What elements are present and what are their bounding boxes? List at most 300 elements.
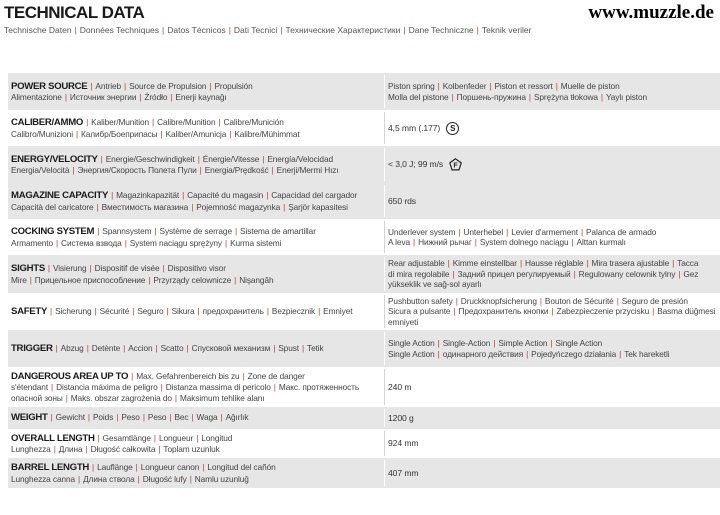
separator: | bbox=[29, 274, 32, 285]
spec-row bbox=[8, 367, 720, 407]
separator: | bbox=[678, 268, 681, 279]
spec-label bbox=[11, 73, 379, 110]
separator: | bbox=[273, 342, 276, 353]
separator: | bbox=[283, 201, 286, 212]
spec-value-text: Tacca bbox=[677, 258, 699, 269]
spec-value-line bbox=[388, 81, 718, 91]
separator: | bbox=[50, 305, 53, 316]
separator: | bbox=[489, 81, 492, 92]
spec-label-line bbox=[11, 343, 379, 354]
spec-translation: Waga bbox=[196, 412, 218, 423]
separator: | bbox=[111, 190, 114, 201]
spec-translation: Dispositif de visée bbox=[94, 263, 160, 274]
spec-translation: Maks. obszar zagrożenia do bbox=[70, 392, 172, 403]
spec-value-text bbox=[388, 122, 718, 135]
spec-label-line bbox=[11, 275, 379, 285]
spec-translation: Longueur canon bbox=[140, 462, 200, 473]
separator: | bbox=[139, 92, 142, 102]
spec-translation: Peso bbox=[147, 412, 167, 423]
spec-value-text: di mira regolabile bbox=[388, 268, 450, 279]
separator: | bbox=[86, 342, 89, 353]
separator: | bbox=[458, 226, 461, 237]
spec-translation: System naciągu sprężyny bbox=[129, 237, 222, 248]
spec-label-line bbox=[11, 165, 379, 175]
spec-translation: Energie/Geschwindigkeit bbox=[105, 153, 195, 164]
separator: | bbox=[493, 338, 496, 349]
column-divider bbox=[384, 431, 385, 456]
spec-label-line bbox=[11, 129, 379, 139]
spec-value-text: Basma düğmesi bbox=[657, 306, 716, 317]
separator: | bbox=[234, 274, 237, 285]
spec-translation: Toplam uzunluk bbox=[163, 444, 220, 454]
spec-row bbox=[8, 219, 720, 255]
spec-value bbox=[388, 146, 718, 183]
language-label: Technische Daten bbox=[4, 25, 72, 35]
separator: | bbox=[135, 462, 138, 473]
spec-row bbox=[8, 73, 720, 110]
spec-label-line bbox=[11, 154, 379, 165]
spec-value-text: одинарного действия bbox=[442, 348, 524, 359]
column-divider bbox=[384, 185, 385, 217]
spec-value-text: Tek hareketli bbox=[624, 348, 670, 359]
spec-value bbox=[388, 73, 718, 110]
spec-translation: Armamento bbox=[11, 237, 53, 248]
separator: | bbox=[455, 295, 458, 306]
spec-translation: Bezpiecznik bbox=[271, 305, 316, 316]
separator: | bbox=[196, 432, 199, 443]
separator: | bbox=[539, 295, 542, 306]
spec-translation: Dispositivo visor bbox=[167, 263, 226, 274]
spec-value-text: Sprężyna tłokowa bbox=[533, 91, 598, 102]
spec-value-text: Druckknopfsicherung bbox=[460, 295, 537, 306]
spec-key: SAFETY bbox=[11, 305, 48, 317]
spec-value-text: Seguro de presión bbox=[621, 295, 688, 306]
separator: | bbox=[209, 80, 212, 91]
spec-value-text: yükseklik ve sağ-sol ayarlı bbox=[388, 279, 482, 290]
spec-value-text bbox=[388, 438, 718, 448]
spec-translation: Calibre/Munición bbox=[223, 117, 284, 128]
spec-translation: Gewicht bbox=[55, 412, 85, 423]
spec-value bbox=[388, 367, 718, 407]
separator: | bbox=[191, 412, 194, 423]
separator: | bbox=[616, 295, 619, 306]
separator: | bbox=[476, 25, 479, 35]
spec-value bbox=[388, 255, 718, 293]
spec-translation: Capacité du magasin bbox=[187, 190, 264, 201]
spec-translation: s'étendant bbox=[11, 382, 49, 393]
spec-value-text: Предохранитель кнопки bbox=[458, 306, 549, 317]
caliber-s-badge-icon: S bbox=[446, 122, 459, 135]
separator: | bbox=[116, 412, 119, 423]
spec-table bbox=[8, 73, 720, 488]
separator: | bbox=[123, 342, 126, 353]
spec-translation: Alimentazione bbox=[11, 92, 62, 102]
spec-value-number: 4,5 mm (.177) bbox=[388, 122, 441, 133]
separator: | bbox=[199, 165, 202, 175]
separator: | bbox=[189, 473, 192, 484]
separator: | bbox=[229, 128, 232, 139]
column-divider bbox=[384, 369, 385, 405]
spec-translation: Calibro/Munizioni bbox=[11, 128, 73, 139]
spec-value bbox=[388, 219, 718, 255]
spec-key: COCKING SYSTEM bbox=[11, 226, 95, 238]
separator: | bbox=[160, 128, 163, 139]
column-divider bbox=[384, 409, 385, 427]
separator: | bbox=[148, 274, 151, 285]
spec-label-line bbox=[11, 371, 379, 382]
spec-value-line bbox=[388, 92, 718, 102]
spec-translation: Источник энергии bbox=[69, 92, 137, 102]
site-url[interactable]: www.muzzle.de bbox=[588, 2, 714, 23]
separator: | bbox=[74, 25, 77, 35]
separator: | bbox=[437, 348, 440, 359]
spec-value-line bbox=[388, 296, 718, 306]
spec-label bbox=[11, 407, 379, 429]
column-divider bbox=[384, 148, 385, 181]
spec-label-line bbox=[11, 202, 379, 212]
spec-translation: Lauflänge bbox=[97, 462, 133, 473]
spec-translation: Enerji/Mermi Hızı bbox=[276, 165, 339, 175]
separator: | bbox=[551, 306, 554, 317]
spec-value-line bbox=[388, 269, 718, 279]
separator: | bbox=[186, 342, 189, 353]
separator: | bbox=[519, 258, 522, 269]
spec-key: CALIBER/AMMO bbox=[11, 117, 84, 129]
separator: | bbox=[124, 80, 127, 91]
spec-value-text: Single-Action bbox=[442, 338, 491, 349]
spec-key: POWER SOURCE bbox=[11, 80, 88, 92]
separator: | bbox=[92, 462, 95, 473]
spec-label bbox=[11, 146, 379, 183]
spec-label bbox=[11, 429, 379, 458]
separator: | bbox=[50, 412, 53, 423]
separator: | bbox=[266, 190, 269, 201]
spec-translation: Abzug bbox=[60, 342, 84, 353]
spec-translation: Вместимость магазина bbox=[101, 201, 189, 212]
spec-value bbox=[388, 330, 718, 367]
separator: | bbox=[86, 117, 89, 128]
spec-label-line bbox=[11, 92, 379, 102]
separator: | bbox=[64, 92, 67, 102]
column-divider bbox=[384, 112, 385, 144]
spec-translation: Distanza massima di pericolo bbox=[165, 382, 271, 393]
separator: | bbox=[55, 237, 59, 248]
spec-label-line bbox=[11, 393, 379, 403]
spec-translation: Długość lufy bbox=[142, 473, 187, 484]
spec-value-text: Нижний рычаг bbox=[418, 237, 472, 247]
separator: | bbox=[672, 258, 675, 269]
separator: | bbox=[280, 25, 283, 35]
separator: | bbox=[72, 165, 75, 175]
spec-translation: Спусковой механизм bbox=[191, 342, 271, 353]
spec-translation: Система взвода bbox=[61, 237, 122, 248]
separator: | bbox=[162, 263, 165, 274]
separator: | bbox=[174, 392, 177, 403]
spec-row bbox=[8, 146, 720, 183]
spec-value-text: Задний прицел регулируемый bbox=[457, 268, 571, 279]
column-divider bbox=[384, 75, 385, 108]
separator: | bbox=[447, 258, 450, 269]
spec-value-number: 407 mm bbox=[388, 467, 419, 478]
separator: | bbox=[218, 117, 221, 128]
spec-translation: Pojemność magazynka bbox=[196, 201, 281, 212]
spec-value-text: Rear adjustable bbox=[388, 258, 445, 269]
spec-value-text: emniyeti bbox=[388, 316, 419, 327]
spec-translation: Magazinkapazität bbox=[116, 190, 180, 201]
separator: | bbox=[586, 258, 589, 269]
spec-label bbox=[11, 330, 379, 367]
spec-label-line bbox=[11, 382, 379, 392]
separator: | bbox=[51, 382, 54, 393]
separator: | bbox=[225, 237, 228, 248]
spec-translation: Прицельное приспособление bbox=[34, 274, 146, 285]
separator: | bbox=[474, 237, 477, 247]
separator: | bbox=[158, 444, 161, 454]
spec-label-line bbox=[11, 190, 379, 201]
separator: | bbox=[600, 91, 603, 102]
spec-label-line bbox=[11, 444, 379, 454]
spec-value-text: Simple Action bbox=[498, 338, 548, 349]
spec-translation: Max. Gefahrenbereich bis zu bbox=[136, 370, 240, 381]
spec-translation: Capacità del caricatore bbox=[11, 201, 94, 212]
separator: | bbox=[451, 91, 454, 102]
column-divider bbox=[384, 460, 385, 486]
separator: | bbox=[85, 444, 88, 454]
spec-label-line bbox=[11, 117, 379, 128]
separator: | bbox=[220, 412, 223, 423]
spec-value-number: 924 mm bbox=[388, 438, 419, 449]
header-title: TECHNICAL DATA bbox=[4, 3, 145, 22]
language-label: Teknik veriler bbox=[481, 25, 532, 35]
spec-value-text: Yaylı piston bbox=[605, 91, 648, 102]
spec-key: MAGAZINE CAPACITY bbox=[11, 190, 109, 202]
spec-value-text: Piston et ressort bbox=[494, 81, 553, 92]
separator: | bbox=[242, 370, 245, 381]
separator: | bbox=[131, 370, 134, 381]
spec-value bbox=[388, 110, 718, 146]
separator: | bbox=[124, 237, 127, 248]
spec-translation: Energía/Velocidad bbox=[267, 153, 333, 164]
spec-value bbox=[388, 293, 718, 330]
separator: | bbox=[228, 25, 231, 35]
spec-value-text: Hausse réglable bbox=[525, 258, 584, 269]
spec-label bbox=[11, 293, 379, 330]
spec-value-text: Поршень-пружина bbox=[456, 91, 526, 102]
spec-key: TRIGGER bbox=[11, 342, 53, 354]
separator: | bbox=[100, 153, 103, 164]
spec-translation: Калибр/Боеприпасы bbox=[81, 128, 158, 139]
spec-value-line bbox=[388, 338, 718, 348]
spec-translation: Tetik bbox=[307, 342, 324, 353]
spec-value-text: Sicura a pulsante bbox=[388, 306, 451, 317]
spec-label bbox=[11, 110, 379, 146]
spec-translation: Kalibre/Mühimmat bbox=[234, 128, 300, 139]
spec-translation: Длина ствола bbox=[83, 473, 135, 484]
separator: | bbox=[437, 81, 440, 92]
column-divider bbox=[384, 295, 385, 328]
spec-translation: Source de Propulsion bbox=[129, 80, 207, 91]
header-languages bbox=[4, 25, 716, 35]
separator: | bbox=[318, 305, 321, 316]
separator: | bbox=[155, 342, 158, 353]
separator: | bbox=[162, 25, 165, 35]
spec-label-line bbox=[11, 462, 379, 473]
spec-label bbox=[11, 219, 379, 255]
spec-translation: Kaliber/Munition bbox=[91, 117, 150, 128]
spec-label-line bbox=[11, 238, 379, 248]
spec-translation: Gesamtlänge bbox=[102, 432, 151, 443]
spec-key: WEIGHT bbox=[11, 412, 48, 424]
separator: | bbox=[90, 80, 93, 91]
spec-row bbox=[8, 458, 720, 488]
spec-key: BARREL LENGTH bbox=[11, 462, 90, 474]
spec-label bbox=[11, 255, 379, 293]
spec-value-line bbox=[388, 258, 718, 268]
spec-translation: Energia/Velocità bbox=[11, 165, 70, 175]
separator: | bbox=[197, 305, 200, 316]
spec-row bbox=[8, 255, 720, 293]
spec-value-text: Single Action bbox=[388, 348, 435, 359]
separator: | bbox=[273, 382, 276, 393]
spec-value-number: 240 m bbox=[388, 381, 412, 392]
spec-translation: Calibre/Munition bbox=[157, 117, 216, 128]
spec-value-number: 650 rds bbox=[388, 195, 416, 206]
separator: | bbox=[266, 305, 269, 316]
spec-translation: Spust bbox=[278, 342, 299, 353]
spec-translation: Zone de danger bbox=[247, 370, 305, 381]
separator: | bbox=[413, 237, 416, 247]
spec-translation: Enerji kaynağı bbox=[175, 92, 227, 102]
spec-value-text: Unterhebel bbox=[463, 226, 504, 237]
spec-translation: Énergie/Vitesse bbox=[202, 153, 260, 164]
separator: | bbox=[652, 306, 655, 317]
spec-translation: Emniyet bbox=[323, 305, 353, 316]
separator: | bbox=[96, 201, 99, 212]
spec-value-text: Gez bbox=[683, 268, 699, 279]
separator: | bbox=[170, 92, 173, 102]
spec-row bbox=[8, 183, 720, 219]
spec-translation: Namlu uzunluğ bbox=[194, 473, 249, 484]
spec-value-line bbox=[388, 279, 718, 289]
spec-translation: Seguro bbox=[137, 305, 164, 316]
spec-row bbox=[8, 293, 720, 330]
spec-translation: Kaliber/Amunicja bbox=[165, 128, 227, 139]
spec-translation: Spannsystem bbox=[102, 226, 152, 237]
separator: | bbox=[528, 91, 531, 102]
separator: | bbox=[97, 226, 100, 237]
separator: | bbox=[55, 342, 58, 353]
separator: | bbox=[550, 338, 553, 349]
separator: | bbox=[169, 412, 172, 423]
separator: | bbox=[197, 153, 200, 164]
separator: | bbox=[87, 412, 90, 423]
separator: | bbox=[94, 305, 97, 316]
spec-value-text: Molla del pistone bbox=[388, 91, 449, 102]
spec-value-number: 1200 g bbox=[388, 412, 414, 423]
separator: | bbox=[191, 201, 194, 212]
spec-translation: предохранитель bbox=[202, 305, 264, 316]
spec-translation: Вес bbox=[174, 412, 189, 423]
column-divider bbox=[384, 257, 385, 291]
separator: | bbox=[65, 392, 68, 403]
spec-value-text: System dolnego naciągu bbox=[479, 237, 569, 247]
separator: | bbox=[506, 226, 509, 237]
spec-key: OVERALL LENGTH bbox=[11, 432, 95, 444]
separator: | bbox=[453, 306, 456, 317]
spec-translation: Longitud bbox=[201, 432, 233, 443]
spec-label-line bbox=[11, 306, 379, 317]
spec-label bbox=[11, 458, 379, 488]
separator: | bbox=[555, 81, 558, 92]
spec-value-text: Kimme einstellbar bbox=[452, 258, 517, 269]
spec-label-line bbox=[11, 412, 379, 423]
spec-value-text: Single Action bbox=[555, 338, 603, 349]
spec-translation: Sikura bbox=[171, 305, 195, 316]
spec-translation: Energia/Prędkość bbox=[204, 165, 269, 175]
separator: | bbox=[89, 263, 92, 274]
spec-translation: Lunghezza canna bbox=[11, 473, 76, 484]
separator: | bbox=[137, 473, 140, 484]
separator: | bbox=[153, 432, 156, 443]
spec-value-text: Zabezpieczenie przycisku bbox=[556, 306, 650, 317]
spec-translation: Nişangâh bbox=[239, 274, 274, 285]
separator: | bbox=[202, 462, 205, 473]
separator: | bbox=[78, 473, 81, 484]
spec-value-line bbox=[388, 237, 718, 247]
separator: | bbox=[452, 268, 455, 279]
spec-translation: Peso bbox=[121, 412, 140, 423]
separator: | bbox=[571, 237, 574, 247]
language-label: Технические Характеристики bbox=[285, 25, 401, 35]
spec-translation: Capacidad del cargador bbox=[271, 190, 358, 201]
separator: | bbox=[234, 226, 238, 237]
column-divider bbox=[384, 332, 385, 365]
spec-translation: Scatto bbox=[160, 342, 184, 353]
spec-label bbox=[11, 367, 379, 407]
f-in-pentagon-icon bbox=[449, 158, 462, 171]
spec-translation: Длина bbox=[58, 444, 83, 454]
spec-value-text: Underlever system bbox=[388, 226, 456, 237]
spec-value-line bbox=[388, 317, 718, 327]
spec-translation: Poids bbox=[92, 412, 114, 423]
spec-translation: Distancia máxima de peligro bbox=[56, 382, 158, 393]
spec-key: ENERGY/VELOCITY bbox=[11, 153, 98, 165]
separator: | bbox=[132, 305, 135, 316]
spec-translation: Ağırlık bbox=[225, 412, 249, 423]
spec-translation: Propulsión bbox=[214, 80, 253, 91]
spec-value-number: < 3,0 J; 99 m/s bbox=[388, 159, 444, 170]
spec-label-line bbox=[11, 226, 379, 237]
spec-label-line bbox=[11, 433, 379, 444]
spec-label-line bbox=[11, 474, 379, 484]
spec-translation: Sistema de amartillar bbox=[240, 226, 316, 237]
spec-label bbox=[11, 183, 379, 219]
separator: | bbox=[160, 382, 163, 393]
spec-value-text bbox=[388, 196, 718, 206]
spec-translation: Kurma sistemi bbox=[230, 237, 282, 248]
language-label: Datos Técnicos bbox=[167, 25, 226, 35]
spec-translation: Longueur bbox=[158, 432, 194, 443]
spec-translation: Accion bbox=[128, 342, 153, 353]
language-label: Dati Tecnici bbox=[233, 25, 278, 35]
spec-value-text: Regulowany celownik tylny bbox=[578, 268, 676, 279]
spec-value-text: Single Action bbox=[388, 338, 435, 349]
spec-value-text: Bouton de Sécurité bbox=[544, 295, 614, 306]
spec-value-text: A leva bbox=[388, 237, 411, 247]
svg-text:F: F bbox=[453, 162, 458, 170]
spec-row bbox=[8, 330, 720, 367]
spec-value-text bbox=[388, 468, 718, 478]
